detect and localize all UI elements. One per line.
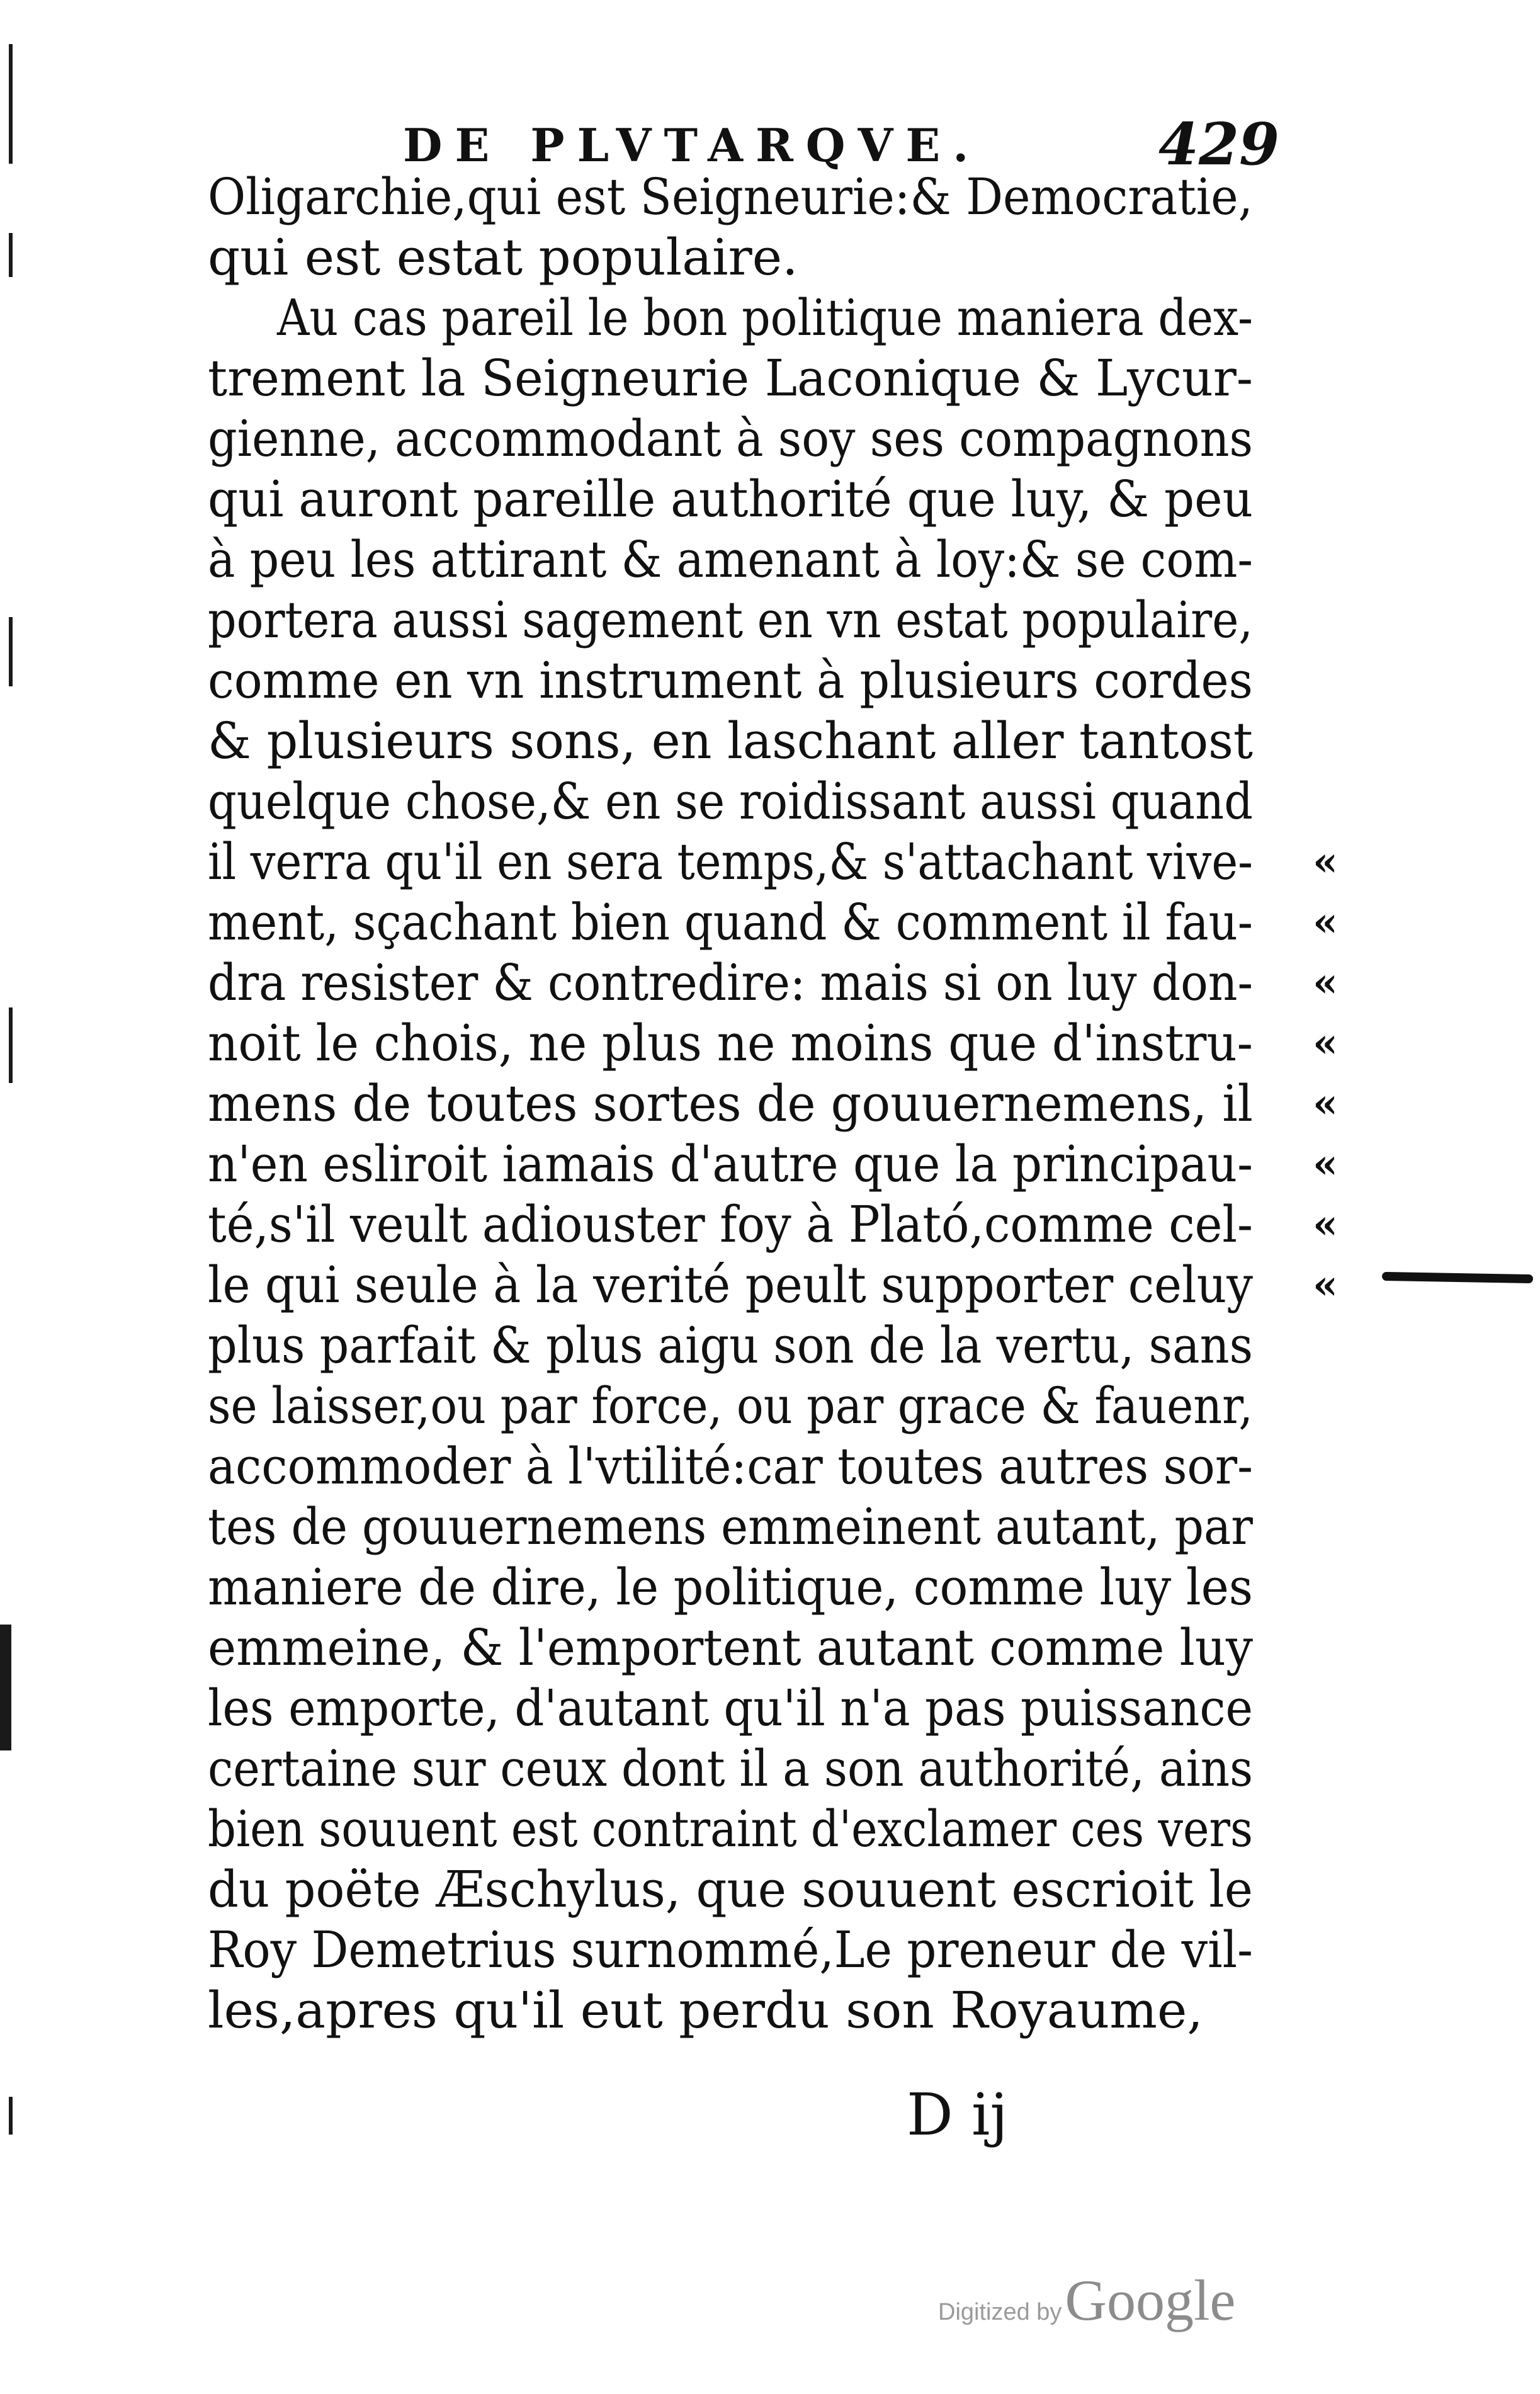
page-edge-mark [9, 233, 13, 277]
digitization-watermark [938, 2267, 1235, 2334]
text-line [208, 469, 1291, 530]
text-line [208, 1376, 1291, 1436]
line-text: n'en esliroit iamais d'autre que la principau- [208, 1135, 1253, 1193]
line-text: comme en vn instrument à plusieurs cordes [208, 651, 1253, 710]
line-text: tes de gouuernemens emmeinent autant, par [208, 1497, 1253, 1556]
signature-mark: D ij [907, 2081, 1008, 2148]
line-text: les,apres qu'il eut perdu son Royaume, [208, 1981, 1203, 2039]
text-line [208, 711, 1291, 771]
line-text: ment, sçachant bien quand & comment il fau- [208, 893, 1253, 951]
text-line [208, 1980, 1291, 2041]
text-line [208, 1557, 1291, 1618]
running-title: DE PLVTARQVE. [403, 118, 982, 172]
line-text: quelque chose,& en se roidissant aussi quand [208, 772, 1253, 831]
text-line [208, 288, 1291, 348]
line-text: se laisser,ou par force, ou par grace & fauenr, [208, 1376, 1253, 1435]
text-line [208, 650, 1291, 711]
line-text: & plusieurs sons, en laschant aller tantost [208, 712, 1253, 770]
line-text: dra resister & contredire: mais si on luy don- [208, 953, 1253, 1012]
text-line [208, 167, 1291, 227]
text-line [208, 1194, 1338, 1255]
text-line [208, 348, 1291, 409]
line-text: té,s'il veult adiouster foy à Plató,comme cel- [208, 1195, 1253, 1254]
text-line [208, 227, 1291, 288]
text-line [208, 1859, 1291, 1920]
line-text: Oligarchie,qui est Seigneurie:& Democratie, [208, 167, 1253, 226]
line-text: gienne, accommodant à soy ses compagnons [208, 409, 1253, 468]
quotation-marker: « [1313, 1080, 1338, 1127]
watermark-prefix: Digitized by [938, 2299, 1062, 2325]
quotation-marker: « [1313, 838, 1338, 885]
line-text: mens de toutes sortes de gouuernemens, il [208, 1074, 1253, 1133]
text-line [208, 1074, 1338, 1134]
line-text: emmeine, & l'emportent autant comme luy [208, 1618, 1253, 1677]
quotation-marker: « [1313, 1261, 1338, 1308]
line-text: à peu les attirant & amenant à loy:& se com- [208, 530, 1253, 589]
text-line [208, 1255, 1338, 1315]
text-line [208, 1315, 1291, 1376]
text-line [208, 1920, 1291, 1980]
page-edge-mark [9, 44, 13, 164]
line-text: Roy Demetrius surnommé,Le preneur de vil- [208, 1920, 1253, 1979]
quotation-marker: « [1313, 1019, 1338, 1067]
text-line [208, 892, 1338, 953]
line-text: Au cas pareil le bon politique maniera dex- [277, 288, 1253, 347]
line-text: noit le chois, ne plus ne moins que d'instru- [208, 1014, 1253, 1072]
line-text: portera aussi sagement en vn estat populaire, [208, 591, 1253, 649]
text-line [208, 1799, 1291, 1859]
line-text: il verra qu'il en sera temps,& s'attachant vive- [208, 832, 1253, 891]
watermark-brand: Google [1065, 2268, 1236, 2332]
quotation-marker: « [1313, 1201, 1338, 1248]
text-line [208, 1436, 1291, 1497]
line-text: qui auront pareille authorité que luy, & peu [208, 470, 1253, 528]
text-line [208, 1739, 1291, 1799]
text-line [208, 409, 1291, 469]
line-text: qui est estat populaire. [208, 228, 798, 286]
line-text: maniere de dire, le politique, comme luy les [208, 1558, 1253, 1616]
quotation-marker: « [1313, 959, 1338, 1006]
text-line [208, 1618, 1291, 1678]
quotation-marker: « [1313, 1140, 1338, 1188]
text-line [208, 1013, 1338, 1074]
quotation-marker: « [1313, 899, 1338, 946]
line-text: du poëte Æschylus, que souuent escrioit le [208, 1860, 1253, 1919]
text-line [208, 953, 1338, 1013]
page-edge-mark [9, 1007, 13, 1083]
text-line [208, 1678, 1291, 1739]
text-line [208, 590, 1291, 650]
text-line [208, 832, 1338, 892]
page-edge-mark [9, 617, 13, 686]
line-text: certaine sur ceux dont il a son authorité, ains [208, 1739, 1253, 1798]
page-number: 429 [1158, 110, 1280, 178]
text-line [208, 530, 1291, 590]
page-edge-mark [0, 1625, 11, 1750]
line-text: accommoder à l'vtilité:car toutes autres sor- [208, 1437, 1253, 1495]
line-text: bien souuent est contraint d'exclamer ces vers [208, 1800, 1253, 1858]
body-text [208, 167, 1338, 2041]
margin-ink-stroke [1382, 1272, 1533, 1283]
page-edge-mark [9, 2097, 13, 2135]
text-line [208, 771, 1291, 832]
text-line [208, 1497, 1291, 1557]
text-line [208, 1134, 1338, 1194]
line-text: le qui seule à la verité peult supporter celuy [208, 1256, 1253, 1314]
line-text: les emporte, d'autant qu'il n'a pas puissance [208, 1679, 1253, 1737]
line-text: plus parfait & plus aigu son de la vertu, sans [208, 1316, 1253, 1375]
line-text: trement la Seigneurie Laconique & Lycur- [208, 349, 1253, 407]
